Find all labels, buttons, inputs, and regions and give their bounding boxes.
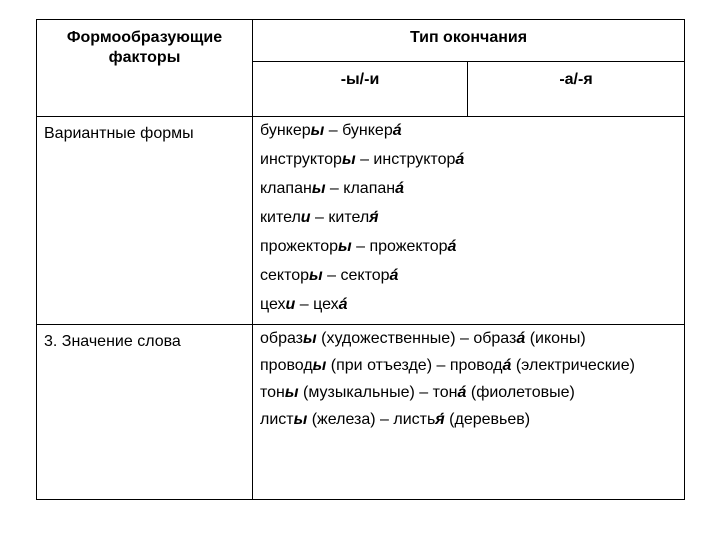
word-pair-line xyxy=(260,121,684,141)
word-text: тон xyxy=(260,384,285,401)
word-pair-line xyxy=(260,237,684,257)
word-text: образ xyxy=(260,330,304,347)
word-text: инструктор xyxy=(260,151,342,168)
header-ending-type: Тип окончания xyxy=(253,20,685,62)
word-text: (иконы) xyxy=(525,330,586,347)
word-text: – xyxy=(322,267,341,284)
word-text: – xyxy=(324,122,343,139)
ending-text: ы xyxy=(310,122,325,139)
grammar-table xyxy=(36,19,685,500)
row-label-word-meaning: 3. Значение слова xyxy=(37,325,253,500)
ending-text: á xyxy=(338,296,348,313)
word-text: прожектор xyxy=(260,238,339,255)
ending-text: я́ xyxy=(435,411,445,428)
word-pair-line xyxy=(260,356,684,376)
word-meaning-list xyxy=(253,325,685,500)
word-text: инструктор xyxy=(373,151,456,168)
word-text: образ xyxy=(473,330,517,347)
ending-text: ы xyxy=(284,384,299,401)
word-text: (художественные) – xyxy=(316,330,474,347)
ending-text: ы xyxy=(303,330,317,347)
word-text: – xyxy=(310,209,329,226)
ending-text: ы xyxy=(293,411,308,428)
variant-forms-list xyxy=(253,117,685,325)
ending-text: á xyxy=(392,122,402,139)
word-text: (музыкальные) – xyxy=(298,384,433,401)
word-text: сектор xyxy=(260,267,310,284)
header-col-a-ya: -а/-я xyxy=(468,62,685,117)
word-text: провод xyxy=(260,357,313,374)
ending-text: á xyxy=(502,357,512,374)
header-col-y-i: -ы/-и xyxy=(253,62,468,117)
ending-text: á xyxy=(516,330,526,347)
word-pair-line xyxy=(260,150,684,170)
word-pair-line xyxy=(260,329,684,349)
word-text: тон xyxy=(432,384,458,401)
header-factors: Формообразующие факторы xyxy=(37,20,253,117)
word-text: – xyxy=(351,238,370,255)
word-text: прожектор xyxy=(369,238,448,255)
word-text: (при отъезде) – xyxy=(326,357,450,374)
ending-text: ы xyxy=(341,151,356,168)
word-text: (фиолетовые) xyxy=(466,384,575,401)
ending-text: ы xyxy=(338,238,352,255)
ending-text: ы xyxy=(312,357,327,374)
word-text: сектор xyxy=(340,267,390,284)
word-text: – xyxy=(355,151,374,168)
word-pair-line xyxy=(260,410,684,430)
ending-text: á xyxy=(447,238,457,255)
word-pair-line xyxy=(260,208,684,228)
word-text: провод xyxy=(449,357,503,374)
word-text: (деревьев) xyxy=(444,411,531,428)
word-text: – xyxy=(325,180,344,197)
ending-text: á xyxy=(389,267,399,284)
word-pair-line xyxy=(260,266,684,286)
word-text: клапан xyxy=(260,180,312,197)
ending-text: ы xyxy=(309,267,323,284)
word-text: – xyxy=(295,296,314,313)
word-pair-line xyxy=(260,383,684,403)
word-text: цех xyxy=(313,296,339,313)
word-pair-line xyxy=(260,295,684,315)
word-text: бункер xyxy=(342,122,393,139)
word-text: бункер xyxy=(260,122,311,139)
word-text: (железа) – xyxy=(307,411,394,428)
word-text: листь xyxy=(393,411,436,428)
ending-text: á xyxy=(455,151,465,168)
word-pair-line xyxy=(260,179,684,199)
word-text: кител xyxy=(328,209,370,226)
word-text: цех xyxy=(260,296,286,313)
ending-text: á xyxy=(395,180,404,197)
word-text: кител xyxy=(260,209,301,226)
word-text: (электрические) xyxy=(511,357,635,374)
ending-text: á xyxy=(457,384,467,401)
row-label-variant-forms: Вариантные формы xyxy=(37,117,253,325)
ending-text: ы xyxy=(311,180,326,197)
word-text: лист xyxy=(260,411,294,428)
word-text: клапан xyxy=(343,180,396,197)
ending-text: и xyxy=(285,296,296,313)
ending-text: и xyxy=(300,209,311,226)
ending-text: я́ xyxy=(369,209,379,226)
